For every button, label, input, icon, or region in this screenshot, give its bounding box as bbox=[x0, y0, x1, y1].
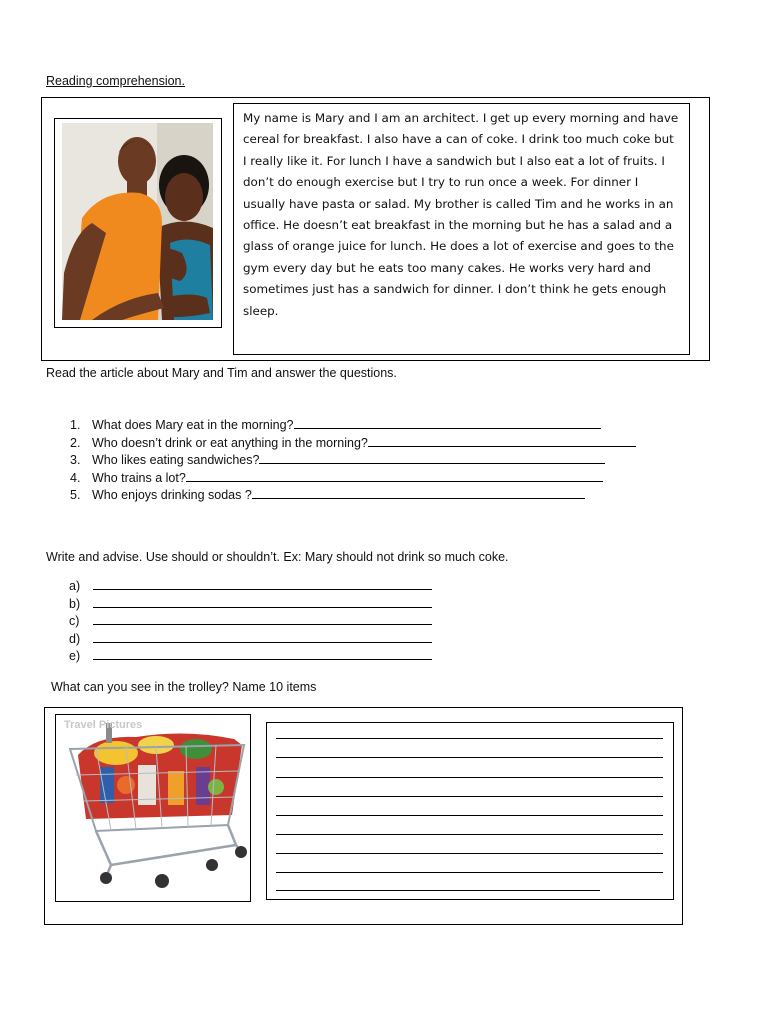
advice-list bbox=[69, 578, 432, 666]
write-line[interactable] bbox=[276, 738, 663, 739]
advice-line[interactable] bbox=[93, 578, 432, 590]
reading-passage: My name is Mary and I am an architect. I get up every morning and have cereal for breakfast. I also have a can of coke. I drink too much coke but I really like it. For lunch I have a sandwich but I also eat a lot of fruits. I don’t do enough exercise but I try to run once a week. For dinner I usually have pasta or salad. My brother is called Tim and he works in an office. He doesn’t eat breakfast in the morning but he has a salad and a glass of orange juice for lunch. He does a lot of exercise and goes to the gym every day but he eats too many cakes. He works very hard and sometimes just has a sandwich for dinner. I don’t think he gets enough sleep. bbox=[233, 103, 690, 355]
advice-item: e) bbox=[69, 648, 432, 666]
couple-photo bbox=[62, 123, 213, 320]
write-line[interactable] bbox=[276, 796, 663, 797]
write-line[interactable] bbox=[276, 834, 663, 835]
trolley-photo-frame bbox=[55, 714, 251, 902]
shopping-cart-icon bbox=[56, 715, 250, 901]
advice-line[interactable] bbox=[93, 631, 432, 643]
watermark-text: Travel Pictures bbox=[64, 719, 143, 731]
write-line[interactable] bbox=[276, 853, 663, 854]
write-line[interactable] bbox=[276, 890, 600, 891]
instruction-advise: Write and advise. Use should or shouldn’t. Ex: Mary should not drink so much coke. bbox=[46, 550, 509, 564]
instruction-trolley: What can you see in the trolley? Name 10 items bbox=[51, 680, 317, 694]
advice-item: c) bbox=[69, 613, 432, 631]
question-item: 3. Who likes eating sandwiches? bbox=[70, 452, 636, 470]
write-line[interactable] bbox=[276, 777, 663, 778]
trolley-items-lines bbox=[266, 722, 674, 900]
question-item: 4. Who trains a lot? bbox=[70, 470, 636, 488]
question-item: 1. What does Mary eat in the morning? bbox=[70, 417, 636, 435]
answer-line[interactable] bbox=[368, 435, 636, 447]
answer-line[interactable] bbox=[186, 470, 603, 482]
advice-line[interactable] bbox=[93, 613, 432, 625]
page-title: Reading comprehension. bbox=[46, 74, 185, 88]
advice-line[interactable] bbox=[93, 596, 432, 608]
answer-line[interactable] bbox=[259, 452, 605, 464]
answer-line[interactable] bbox=[294, 417, 601, 429]
question-list bbox=[70, 417, 636, 505]
advice-item: b) bbox=[69, 596, 432, 614]
write-line[interactable] bbox=[276, 872, 663, 873]
advice-item: a) bbox=[69, 578, 432, 596]
advice-item: d) bbox=[69, 631, 432, 649]
question-item: 2. Who doesn’t drink or eat anything in the morning? bbox=[70, 435, 636, 453]
advice-line[interactable] bbox=[93, 648, 432, 660]
write-line[interactable] bbox=[276, 757, 663, 758]
answer-line[interactable] bbox=[252, 487, 585, 499]
write-line[interactable] bbox=[276, 815, 663, 816]
question-item: 5. Who enjoys drinking sodas ? bbox=[70, 487, 636, 505]
instruction-answer-questions: Read the article about Mary and Tim and answer the questions. bbox=[46, 366, 397, 380]
